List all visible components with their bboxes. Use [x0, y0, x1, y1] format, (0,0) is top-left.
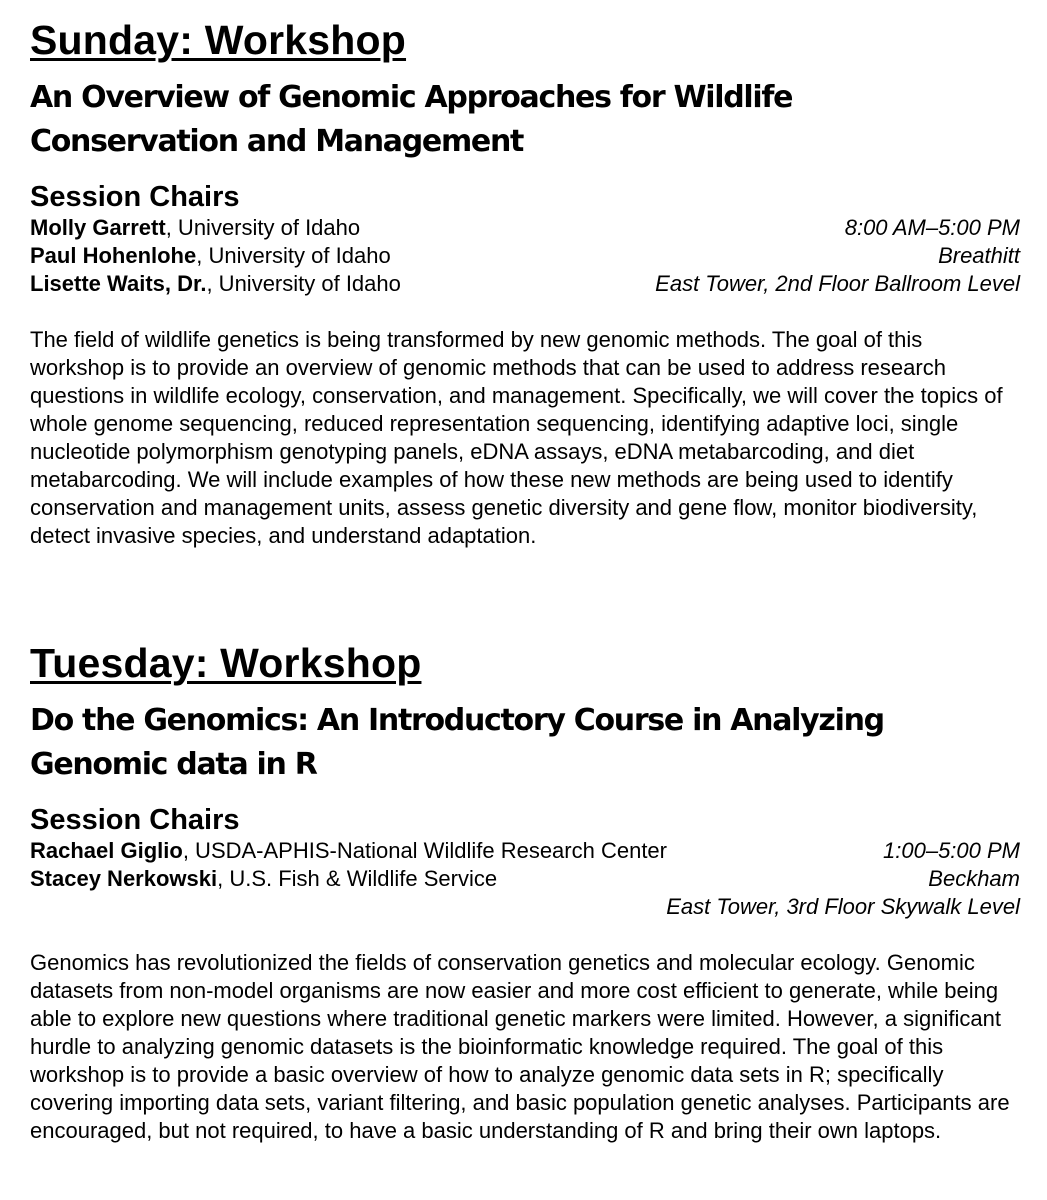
session-room: Breathitt: [938, 243, 1020, 268]
session-description: The field of wildlife genetics is being transformed by new genomic methods. The goal of this workshop is to provide an overview of genomic methods that can be used to address research questions in wildlife ecology, conservation, and management. Specifically, we will cover the topics of whole genome sequencing, reduced representation sequencing, identifying adaptive loci, single nucleotide polymorphism genotyping panels, eDNA assays, eDNA metabarcoding, and diet metabarcoding. We will include examples of how these new methods are being used to identify conservation and management units, assess genetic diversity and gene flow, monitor biodiversity, detect invasive species, and understand adaptation.: [30, 327, 1003, 548]
session-info: [500, 837, 1020, 921]
session-time: 1:00–5:00 PM: [883, 838, 1020, 863]
session-location: East Tower, 2nd Floor Ballroom Level: [655, 271, 1020, 296]
session-title: An Overview of Genomic Approaches for Wildlife Conservation and Management: [30, 80, 793, 159]
session-title: Do the Genomics: An Introductory Course in Analyzing Genomic data in R: [30, 703, 884, 782]
chair-name: Lisette Waits, Dr.: [30, 271, 207, 296]
chair-affiliation: , USDA-APHIS-National Wildlife Research Center: [182, 838, 667, 863]
chair-affiliation: , University of Idaho: [206, 271, 401, 296]
session-info: [500, 214, 1020, 298]
chair-name: Rachael Giglio: [30, 838, 183, 863]
session-location: East Tower, 3rd Floor Skywalk Level: [666, 894, 1020, 919]
session-time: 8:00 AM–5:00 PM: [844, 215, 1020, 240]
day-heading: Tuesday: Workshop: [30, 640, 422, 686]
session-tuesday: [30, 637, 1020, 1145]
chairs-block: [30, 837, 1020, 919]
chairs-heading: Session Chairs: [30, 804, 240, 836]
session-room: Beckham: [928, 866, 1020, 891]
chair-affiliation: , University of Idaho: [196, 243, 391, 268]
chair-name: Molly Garrett: [30, 215, 166, 240]
day-heading: Sunday: Workshop: [30, 17, 407, 63]
chair-name: Stacey Nerkowski: [30, 866, 218, 891]
chairs-block: [30, 214, 1020, 298]
chair-name: Paul Hohenlohe: [30, 243, 197, 268]
chair-affiliation: , University of Idaho: [165, 215, 361, 240]
session-description: Genomics has revolutionized the fields of conservation genetics and molecular ecology. Genomic datasets from non-model organisms are now easier and more cost efficient to generate, while being able to explore new questions where traditional genetic markers were limited. However, a significant hurdle to analyzing genomic datasets is the bioinformatic knowledge required. The goal of this workshop is to provide a basic overview of how to analyze genomic data sets in R; specifically covering importing data sets, variant filtering, and basic population genetic analyses. Participants are encouraged, but not required, to have a basic understanding of R and bring their own laptops.: [30, 950, 1010, 1143]
chairs-heading: Session Chairs: [30, 181, 240, 213]
chair-affiliation: , U.S. Fish & Wildlife Service: [217, 866, 498, 891]
session-sunday: [30, 14, 1020, 550]
